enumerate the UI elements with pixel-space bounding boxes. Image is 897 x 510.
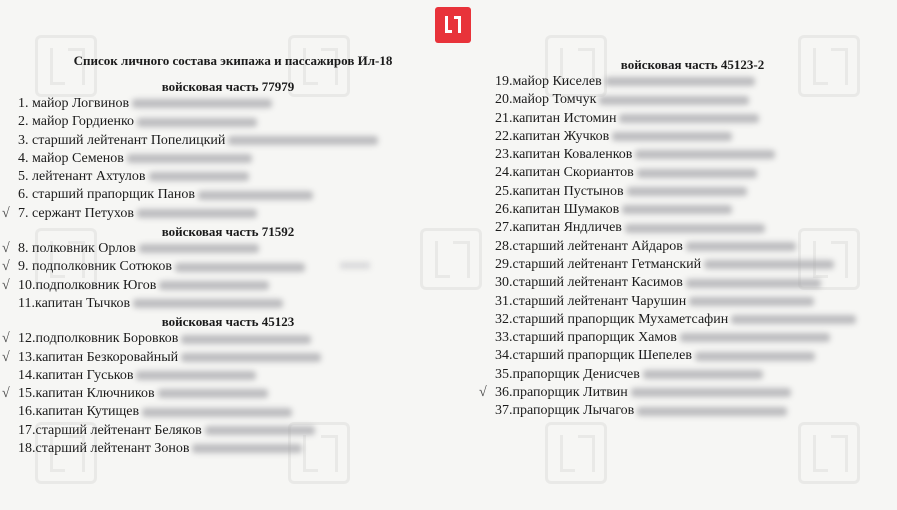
personnel-rank-surname: 1. майор Логвинов — [18, 96, 130, 111]
personnel-row — [2, 205, 438, 223]
personnel-rank-surname: 30.старший лейтенант Касимов — [495, 275, 683, 291]
personnel-row — [18, 150, 438, 168]
personnel-rank-surname: 31.старший лейтенант Чарушин — [495, 293, 687, 309]
personnel-rank-surname: 14.капитан Гуськов — [18, 367, 134, 383]
personnel-rank-surname: 24.капитан Скориантов — [495, 165, 634, 181]
personnel-rank-surname: 18.старший лейтенант Зонов — [18, 441, 190, 457]
check-mark: √ — [2, 241, 10, 257]
lifenews-watermark-icon — [545, 422, 607, 484]
personnel-rank-surname: 17.старший лейтенант Беляков — [18, 422, 202, 438]
personnel-row — [18, 440, 438, 458]
right-column — [479, 56, 890, 421]
personnel-row — [18, 113, 438, 131]
personnel-row — [18, 132, 438, 150]
redacted-name — [689, 297, 814, 306]
personnel-rank-surname: 28.старший лейтенант Айдаров — [495, 238, 683, 254]
unit-heading: войсковая часть 77979 — [161, 79, 295, 94]
personnel-row — [495, 366, 890, 384]
personnel-row — [495, 164, 890, 182]
personnel-rank-surname: 12.подполковник Боровков — [18, 331, 179, 347]
redacted-name — [175, 263, 305, 272]
personnel-rank-surname: 33.старший прапорщик Хамов — [495, 330, 677, 346]
lifenews-logo-icon — [435, 7, 471, 43]
personnel-row — [495, 146, 890, 164]
personnel-rank-surname: 7. сержант Петухов — [18, 205, 134, 221]
personnel-row — [2, 258, 438, 276]
personnel-row — [495, 311, 890, 329]
unit-heading: войсковая часть 45123 — [161, 314, 295, 330]
lifenews-watermark-icon — [798, 422, 860, 484]
redacted-name — [631, 388, 791, 397]
personnel-list-right — [479, 56, 890, 421]
personnel-row — [495, 293, 890, 311]
personnel-rank-surname: 37.прапорщик Лычагов — [495, 403, 635, 419]
unit-heading: войсковая часть 45123-2 — [620, 57, 765, 72]
personnel-rank-surname: 4. майор Семенов — [18, 150, 124, 166]
personnel-row — [18, 168, 438, 186]
redacted-name — [625, 224, 765, 233]
redacted-name — [142, 408, 292, 417]
personnel-row — [495, 256, 890, 274]
personnel-row — [495, 347, 890, 365]
redacted-name — [686, 242, 796, 251]
personnel-row — [2, 349, 438, 367]
redacted-name — [133, 299, 283, 308]
redacted-name — [127, 154, 252, 163]
personnel-row — [495, 73, 890, 91]
check-mark: √ — [2, 386, 10, 402]
personnel-list-left — [2, 78, 438, 458]
redacted-name — [599, 96, 749, 105]
personnel-rank-surname: 22.капитан Жучков — [495, 128, 610, 144]
personnel-rank-surname: 25.капитан Пустынов — [495, 183, 624, 199]
personnel-row — [2, 385, 438, 403]
redacted-name — [619, 114, 759, 123]
personnel-row — [18, 95, 438, 113]
personnel-rank-surname: 23.капитан Коваленков — [495, 147, 633, 163]
redacted-name — [635, 150, 775, 159]
redacted-name — [680, 333, 830, 342]
personnel-row — [2, 240, 438, 258]
redacted-name — [643, 370, 763, 379]
personnel-row — [495, 183, 890, 201]
personnel-rank-surname: 9. подполковник Сотюков — [18, 259, 172, 275]
check-mark: √ — [2, 331, 10, 347]
personnel-row — [495, 219, 890, 237]
personnel-row — [495, 128, 890, 146]
redacted-name — [198, 191, 313, 200]
redacted-name — [622, 205, 732, 214]
personnel-rank-surname: 19.майор Киселев — [495, 74, 602, 89]
check-mark: √ — [2, 259, 10, 275]
redacted-name — [704, 260, 834, 269]
personnel-row — [18, 186, 438, 204]
redacted-name — [139, 244, 259, 253]
personnel-rank-surname: 36.прапорщик Литвин — [495, 385, 628, 401]
personnel-rank-surname: 10.подполковник Югов — [18, 277, 157, 293]
personnel-rank-surname: 27.капитан Яндличев — [495, 220, 622, 236]
personnel-rank-surname: 29.старший лейтенант Гетманский — [495, 256, 702, 272]
redacted-name — [637, 169, 757, 178]
personnel-rank-surname: 21.капитан Истомин — [495, 110, 617, 126]
unit-heading: войсковая часть 71592 — [161, 224, 295, 240]
redacted-name — [132, 99, 272, 108]
redacted-name — [181, 335, 311, 344]
personnel-rank-surname: 26.капитан Шумаков — [495, 202, 620, 218]
personnel-rank-surname: 8. полковник Орлов — [18, 241, 136, 257]
redacted-name — [605, 77, 755, 86]
redacted-name — [181, 353, 321, 362]
personnel-rank-surname: 5. лейтенант Ахтулов — [18, 169, 146, 185]
left-column — [2, 52, 438, 458]
personnel-row — [495, 329, 890, 347]
redacted-name — [158, 389, 268, 398]
personnel-row — [495, 274, 890, 292]
redacted-name — [228, 136, 378, 145]
personnel-row — [18, 295, 438, 313]
personnel-row — [495, 110, 890, 128]
redacted-name — [627, 187, 747, 196]
redacted-name — [637, 407, 787, 416]
personnel-row — [2, 330, 438, 348]
personnel-rank-surname: 13.капитан Безкоровайный — [18, 349, 179, 365]
redacted-name — [731, 315, 856, 324]
personnel-rank-surname: 11.капитан Тычков — [18, 295, 131, 311]
redacted-name — [686, 279, 821, 288]
personnel-rank-surname: 20.майор Томчук — [495, 92, 597, 108]
personnel-rank-surname: 35.прапорщик Денисчев — [495, 366, 640, 382]
personnel-row — [495, 201, 890, 219]
personnel-rank-surname: 3. старший лейтенант Попелицкий — [18, 132, 226, 148]
personnel-row — [18, 367, 438, 385]
personnel-rank-surname: 6. старший прапорщик Панов — [18, 187, 195, 203]
redacted-name — [695, 352, 815, 361]
personnel-row — [18, 403, 438, 421]
redacted-name — [159, 281, 269, 290]
redacted-name — [137, 209, 257, 218]
personnel-row — [479, 384, 890, 402]
personnel-rank-surname: 15.капитан Ключников — [18, 386, 155, 402]
personnel-row — [18, 422, 438, 440]
redacted-name — [612, 132, 732, 141]
redacted-name — [192, 444, 302, 453]
personnel-rank-surname: 2. майор Гордиенко — [18, 114, 135, 130]
check-mark: √ — [2, 349, 10, 365]
personnel-row — [495, 91, 890, 109]
personnel-row — [2, 277, 438, 295]
redacted-name — [149, 172, 249, 181]
check-mark: √ — [2, 205, 10, 221]
personnel-rank-surname: 16.капитан Кутищев — [18, 404, 140, 420]
personnel-rank-surname: 34.старший прапорщик Шепелев — [495, 348, 692, 364]
check-mark: √ — [479, 385, 487, 401]
personnel-row — [495, 402, 890, 420]
personnel-row — [495, 238, 890, 256]
redacted-name — [136, 371, 256, 380]
redacted-name — [205, 426, 315, 435]
check-mark: √ — [2, 277, 10, 293]
redacted-name — [137, 118, 257, 127]
personnel-rank-surname: 32.старший прапорщик Мухаметсафин — [495, 311, 729, 327]
document-title: Список личного состава экипажа и пассажиров Ил-18 — [73, 53, 393, 68]
